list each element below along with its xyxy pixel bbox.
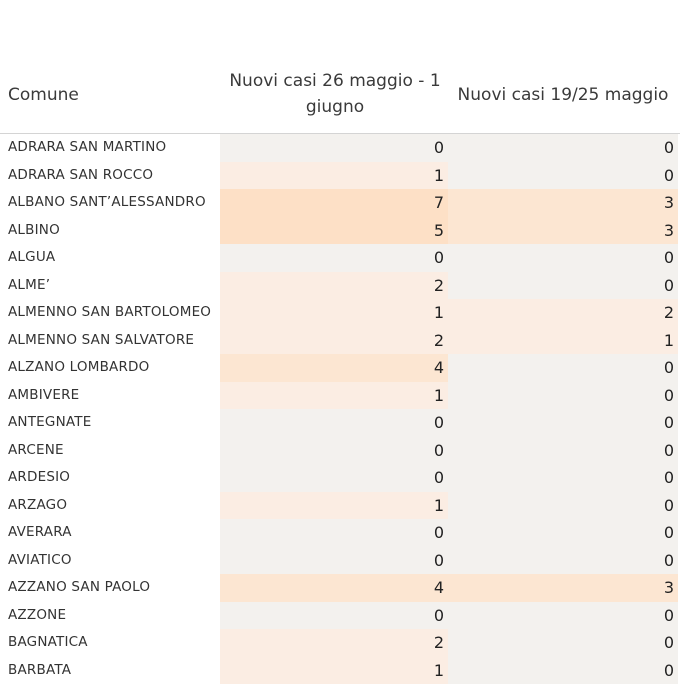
new-cases-current-week-value: 0 xyxy=(434,244,444,272)
new-cases-previous-week-cell[interactable] xyxy=(448,382,678,410)
new-cases-current-week-cell[interactable] xyxy=(220,189,448,217)
comune-name: AZZANO SAN PAOLO xyxy=(8,574,150,602)
new-cases-previous-week-value: 3 xyxy=(664,217,674,245)
comune-name: ALMENNO SAN BARTOLOMEO xyxy=(8,299,211,327)
new-cases-current-week-value: 0 xyxy=(434,409,444,437)
new-cases-previous-week-value: 2 xyxy=(664,299,674,327)
table-row[interactable] xyxy=(0,327,680,355)
comune-name: ALZANO LOMBARDO xyxy=(8,354,149,382)
new-cases-previous-week-cell[interactable] xyxy=(448,464,678,492)
new-cases-previous-week-cell[interactable] xyxy=(448,437,678,465)
comune-name: ALBANO SANT’ALESSANDRO xyxy=(8,189,206,217)
new-cases-current-week-cell[interactable] xyxy=(220,217,448,245)
comune-name: ARDESIO xyxy=(8,464,70,492)
new-cases-current-week-value: 1 xyxy=(434,657,444,684)
new-cases-previous-week-cell[interactable] xyxy=(448,519,678,547)
new-cases-current-week-cell[interactable] xyxy=(220,162,448,190)
new-cases-previous-week-value: 0 xyxy=(664,244,674,272)
new-cases-current-week-value: 1 xyxy=(434,382,444,410)
table-row[interactable] xyxy=(0,189,680,217)
new-cases-current-week-cell[interactable] xyxy=(220,629,448,657)
table-row[interactable] xyxy=(0,382,680,410)
new-cases-current-week-value: 7 xyxy=(434,189,444,217)
table-row[interactable] xyxy=(0,657,680,684)
new-cases-previous-week-value: 0 xyxy=(664,382,674,410)
new-cases-previous-week-cell[interactable] xyxy=(448,492,678,520)
new-cases-previous-week-cell[interactable] xyxy=(448,574,678,602)
new-cases-current-week-value: 4 xyxy=(434,574,444,602)
new-cases-current-week-cell[interactable] xyxy=(220,547,448,575)
new-cases-previous-week-cell[interactable] xyxy=(448,547,678,575)
new-cases-previous-week-value: 0 xyxy=(664,354,674,382)
new-cases-current-week-value: 1 xyxy=(434,299,444,327)
comune-name: BARBATA xyxy=(8,657,71,684)
new-cases-current-week-cell[interactable] xyxy=(220,272,448,300)
comune-name: ADRARA SAN MARTINO xyxy=(8,134,166,162)
comune-name: ANTEGNATE xyxy=(8,409,91,437)
comune-name: ADRARA SAN ROCCO xyxy=(8,162,153,190)
comune-name: AMBIVERE xyxy=(8,382,79,410)
new-cases-current-week-cell[interactable] xyxy=(220,244,448,272)
new-cases-current-week-cell[interactable] xyxy=(220,492,448,520)
new-cases-current-week-value: 0 xyxy=(434,437,444,465)
new-cases-current-week-value: 0 xyxy=(434,547,444,575)
comune-name: ALBINO xyxy=(8,217,60,245)
table-row[interactable] xyxy=(0,602,680,630)
new-cases-previous-week-cell[interactable] xyxy=(448,244,678,272)
new-cases-previous-week-cell[interactable] xyxy=(448,327,678,355)
new-cases-previous-week-cell[interactable] xyxy=(448,217,678,245)
new-cases-previous-week-cell[interactable] xyxy=(448,134,678,162)
new-cases-current-week-cell[interactable] xyxy=(220,574,448,602)
new-cases-previous-week-value: 0 xyxy=(664,602,674,630)
new-cases-current-week-value: 2 xyxy=(434,629,444,657)
new-cases-current-week-cell[interactable] xyxy=(220,134,448,162)
new-cases-current-week-cell[interactable] xyxy=(220,354,448,382)
new-cases-previous-week-cell[interactable] xyxy=(448,657,678,684)
comune-name: ALGUA xyxy=(8,244,55,272)
table-row[interactable] xyxy=(0,134,680,162)
header-new-cases-previous-week[interactable]: Nuovi casi 19/25 maggio xyxy=(452,82,674,108)
new-cases-previous-week-value: 0 xyxy=(664,272,674,300)
header-new-cases-current-week[interactable]: Nuovi casi 26 maggio - 1 giugno xyxy=(222,68,448,120)
comune-name: ALME’ xyxy=(8,272,50,300)
new-cases-current-week-value: 4 xyxy=(434,354,444,382)
new-cases-previous-week-cell[interactable] xyxy=(448,409,678,437)
table-row[interactable] xyxy=(0,244,680,272)
comune-name: ARZAGO xyxy=(8,492,67,520)
new-cases-previous-week-cell[interactable] xyxy=(448,299,678,327)
new-cases-current-week-cell[interactable] xyxy=(220,464,448,492)
table-row[interactable] xyxy=(0,629,680,657)
new-cases-previous-week-cell[interactable] xyxy=(448,162,678,190)
new-cases-current-week-cell[interactable] xyxy=(220,657,448,684)
new-cases-previous-week-value: 0 xyxy=(664,657,674,684)
new-cases-previous-week-cell[interactable] xyxy=(448,354,678,382)
new-cases-previous-week-value: 0 xyxy=(664,409,674,437)
new-cases-current-week-value: 1 xyxy=(434,162,444,190)
new-cases-previous-week-value: 3 xyxy=(664,574,674,602)
comune-name: AZZONE xyxy=(8,602,66,630)
table-row[interactable] xyxy=(0,162,680,190)
new-cases-current-week-cell[interactable] xyxy=(220,327,448,355)
new-cases-previous-week-cell[interactable] xyxy=(448,189,678,217)
new-cases-previous-week-value: 0 xyxy=(664,464,674,492)
table-row[interactable] xyxy=(0,354,680,382)
table-row[interactable] xyxy=(0,217,680,245)
new-cases-current-week-cell[interactable] xyxy=(220,382,448,410)
table-row[interactable] xyxy=(0,574,680,602)
new-cases-current-week-value: 0 xyxy=(434,519,444,547)
new-cases-previous-week-value: 3 xyxy=(664,189,674,217)
new-cases-previous-week-value: 0 xyxy=(664,437,674,465)
comune-name: AVIATICO xyxy=(8,547,72,575)
new-cases-current-week-cell[interactable] xyxy=(220,409,448,437)
new-cases-current-week-value: 0 xyxy=(434,464,444,492)
new-cases-current-week-cell[interactable] xyxy=(220,602,448,630)
new-cases-current-week-value: 0 xyxy=(434,602,444,630)
comune-name: BAGNATICA xyxy=(8,629,88,657)
new-cases-current-week-cell[interactable] xyxy=(220,437,448,465)
table-row[interactable] xyxy=(0,409,680,437)
new-cases-previous-week-value: 1 xyxy=(664,327,674,355)
new-cases-previous-week-value: 0 xyxy=(664,134,674,162)
new-cases-current-week-value: 1 xyxy=(434,492,444,520)
table-row[interactable] xyxy=(0,547,680,575)
new-cases-current-week-cell[interactable] xyxy=(220,299,448,327)
table-row[interactable] xyxy=(0,437,680,465)
new-cases-previous-week-cell[interactable] xyxy=(448,272,678,300)
table-row[interactable] xyxy=(0,519,680,547)
new-cases-current-week-cell[interactable] xyxy=(220,519,448,547)
new-cases-current-week-value: 2 xyxy=(434,327,444,355)
table-row[interactable] xyxy=(0,272,680,300)
new-cases-previous-week-value: 0 xyxy=(664,519,674,547)
new-cases-current-week-value: 0 xyxy=(434,134,444,162)
comune-name: ALMENNO SAN SALVATORE xyxy=(8,327,194,355)
new-cases-previous-week-value: 0 xyxy=(664,629,674,657)
table-row[interactable] xyxy=(0,464,680,492)
new-cases-previous-week-value: 0 xyxy=(664,162,674,190)
new-cases-previous-week-cell[interactable] xyxy=(448,602,678,630)
comune-name: ARCENE xyxy=(8,437,64,465)
header-comune[interactable]: Comune xyxy=(8,82,79,108)
table-row[interactable] xyxy=(0,492,680,520)
new-cases-current-week-value: 2 xyxy=(434,272,444,300)
new-cases-previous-week-value: 0 xyxy=(664,547,674,575)
new-cases-previous-week-value: 0 xyxy=(664,492,674,520)
comune-name: AVERARA xyxy=(8,519,72,547)
new-cases-current-week-value: 5 xyxy=(434,217,444,245)
table-row[interactable] xyxy=(0,299,680,327)
new-cases-previous-week-cell[interactable] xyxy=(448,629,678,657)
